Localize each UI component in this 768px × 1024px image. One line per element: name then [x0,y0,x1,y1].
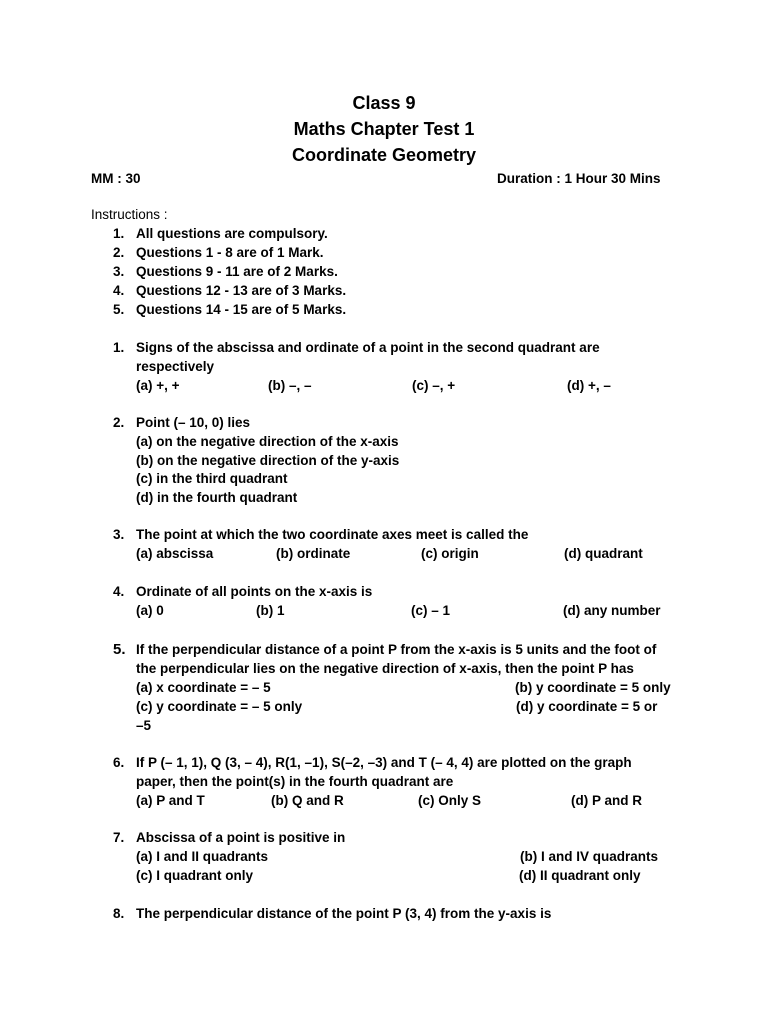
instruction-number: 2. [113,245,125,260]
question-number: 4. [113,584,125,599]
option-d: (d) II quadrant only [519,868,641,883]
option-c: (c) y coordinate = – 5 only [136,699,303,714]
option-a: (a) +, + [136,378,180,393]
option-b: (b) I and IV quadrants [520,849,659,864]
question-text: paper, then the point(s) in the fourth quadrant are [136,774,454,789]
option-d: (d) quadrant [564,546,643,561]
option-b: (b) on the negative direction of the y-axis [136,453,400,468]
option-d-continued: –5 [136,718,152,733]
max-marks: MM : 30 [91,171,141,186]
instruction-number: 4. [113,283,125,298]
duration: Duration : 1 Hour 30 Mins [497,171,661,186]
option-c: (c) origin [421,546,479,561]
option-a: (a) x coordinate = – 5 [136,680,271,695]
question-text: The point at which the two coordinate axes meet is called the [136,527,529,542]
option-b: (b) –, – [268,378,312,393]
option-a: (a) abscissa [136,546,214,561]
option-a: (a) P and T [136,793,205,808]
option-a: (a) I and II quadrants [136,849,269,864]
question-text: Ordinate of all points on the x-axis is [136,584,373,599]
option-a: (a) 0 [136,603,164,618]
instruction-number: 5. [113,302,125,317]
question-number: 2. [113,415,125,430]
instruction-text: Questions 1 - 8 are of 1 Mark. [136,245,324,260]
option-c: (c) Only S [418,793,482,808]
option-c: (c) –, + [412,378,456,393]
option-d: (d) +, – [567,378,611,393]
question-text: If P (– 1, 1), Q (3, – 4), R(1, –1), S(–2, –3) and T (– 4, 4) are plotted on the graph [136,755,632,770]
option-b: (b) ordinate [276,546,351,561]
option-b: (b) Q and R [271,793,344,808]
question-number: 5. [113,641,126,658]
instruction-text: All questions are compulsory. [136,226,328,241]
option-d: (d) P and R [571,793,643,808]
question-text: respectively [136,359,215,374]
question-text: Abscissa of a point is positive in [136,830,346,845]
question-text: the perpendicular lies on the negative direction of x-axis, then the point P has [136,661,634,676]
instructions-heading: Instructions : [91,207,168,222]
question-text: Point (– 10, 0) lies [136,415,251,430]
instruction-number: 3. [113,264,125,279]
instruction-number: 1. [113,226,125,241]
test-title: Maths Chapter Test 1 [293,119,475,139]
class-title: Class 9 [352,93,416,113]
question-number: 7. [113,830,125,845]
question-text: If the perpendicular distance of a point P from the x-axis is 5 units and the foot of [136,642,657,657]
option-c: (c) – 1 [411,603,451,618]
question-number: 3. [113,527,125,542]
option-d: (d) any number [563,603,661,618]
question-text: The perpendicular distance of the point P (3, 4) from the y-axis is [136,906,552,921]
instruction-text: Questions 14 - 15 are of 5 Marks. [136,302,347,317]
question-text: Signs of the abscissa and ordinate of a point in the second quadrant are [136,340,600,355]
instruction-text: Questions 12 - 13 are of 3 Marks. [136,283,347,298]
option-d: (d) in the fourth quadrant [136,490,298,505]
instruction-text: Questions 9 - 11 are of 2 Marks. [136,264,338,279]
option-c: (c) in the third quadrant [136,471,288,486]
chapter-title: Coordinate Geometry [291,145,477,165]
option-d: (d) y coordinate = 5 or [516,699,658,714]
question-number: 8. [113,906,125,921]
option-b: (b) y coordinate = 5 only [515,680,671,695]
option-a: (a) on the negative direction of the x-axis [136,434,399,449]
question-number: 6. [113,755,125,770]
option-c: (c) I quadrant only [136,868,254,883]
option-b: (b) 1 [256,603,285,618]
question-number: 1. [113,340,125,355]
